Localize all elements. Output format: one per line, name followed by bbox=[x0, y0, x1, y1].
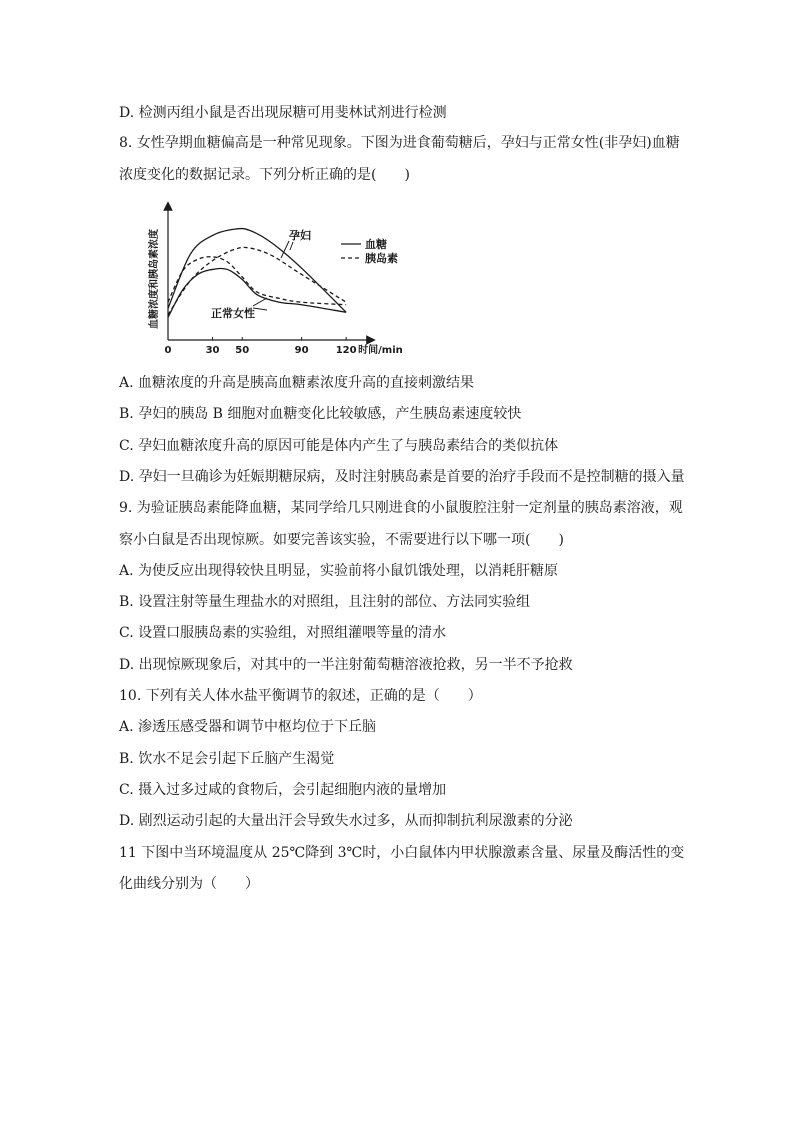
text-line: D. 剧烈运动引起的大量出汗会导致失水过多，从而抑制抗利尿激素的分泌 bbox=[119, 813, 573, 829]
series-line-pregnant-dashed bbox=[168, 247, 346, 314]
x-tick-label: 0 bbox=[164, 345, 172, 356]
text-line: A. 血糖浓度的升高是胰高血糖素浓度升高的直接刺激结果 bbox=[119, 375, 475, 391]
text-line: 察小白鼠是否出现惊厥。如要完善该实验，不需要进行以下哪一项( ) bbox=[119, 532, 564, 548]
text-line: 10. 下列有关人体水盐平衡调节的叙述，正确的是（ ） bbox=[119, 688, 482, 704]
text-line: D. 检测丙组小鼠是否出现尿糖可用斐林试剂进行检测 bbox=[119, 105, 447, 121]
text-line: D. 孕妇一旦确诊为妊娠期糖尿病，及时注射胰岛素是首要的治疗手段而不是控制糖的摄入量 bbox=[119, 469, 685, 485]
x-tick-label: 120 bbox=[335, 345, 357, 356]
text-line: A. 渗透压感受器和调节中枢均位于下丘脑 bbox=[119, 719, 377, 735]
annotation-pointer bbox=[290, 242, 293, 250]
text-line: 浓度变化的数据记录。下列分析正确的是( ) bbox=[119, 167, 410, 183]
text-line: 化曲线分别为（ ） bbox=[119, 876, 259, 892]
text-line: B. 孕妇的胰岛 B 细胞对血糖变化比较敏感，产生胰岛素速度较快 bbox=[119, 406, 522, 422]
text-line: 8. 女性孕期血糖偏高是一种常见现象。下图为进食葡萄糖后，孕妇与正常女性(非孕妇)血糖 bbox=[119, 135, 680, 151]
text-line: A. 为使反应出现得较快且明显，实验前将小鼠饥饿处理，以消耗肝糖原 bbox=[119, 563, 559, 579]
annotation-normal: 正常女性 bbox=[211, 307, 255, 320]
x-tick-label: 30 bbox=[205, 345, 220, 356]
annotation-pointer bbox=[253, 298, 267, 306]
text-line: C. 设置口服胰岛素的实验组，对照组灌喂等量的清水 bbox=[119, 625, 447, 641]
y-axis-label: 血糖浓度和胰岛素浓度 bbox=[149, 229, 160, 329]
series-line-pregnant-solid bbox=[168, 229, 346, 313]
x-tick-label: 50 bbox=[235, 345, 250, 356]
text-line: 11 下图中当环境温度从 25℃降到 3℃时，小白鼠体内甲状腺激素含量、尿量及酶活性的变 bbox=[119, 845, 685, 861]
text-line: C. 孕妇血糖浓度升高的原因可能是体内产生了与胰岛素结合的类似抗体 bbox=[119, 438, 559, 454]
glucose-insulin-chart bbox=[141, 198, 413, 358]
x-axis-label: 时间/min bbox=[358, 345, 403, 356]
legend-label-insulin: 胰岛素 bbox=[365, 252, 398, 265]
text-line: C. 摄入过多过咸的食物后，会引起细胞内液的量增加 bbox=[119, 782, 447, 798]
legend-label-glucose: 血糖 bbox=[365, 238, 387, 251]
text-line: D. 出现惊厥现象后，对其中的一半注射葡萄糖溶液抢救，另一半不予抢救 bbox=[119, 657, 573, 673]
x-tick-label: 90 bbox=[294, 345, 309, 356]
text-line: 9. 为验证胰岛素能降血糖，某同学给几只刚进食的小鼠腹腔注射一定剂量的胰岛素溶液，观 bbox=[119, 500, 683, 516]
annotation-pointer bbox=[253, 308, 267, 310]
annotation-pregnant: 孕妇 bbox=[289, 229, 311, 242]
series-line-normal-solid bbox=[168, 268, 346, 317]
series-line-normal-dashed bbox=[168, 257, 346, 305]
text-line: B. 设置注射等量生理盐水的对照组，且注射的部位、方法同实验组 bbox=[119, 594, 531, 610]
text-line: B. 饮水不足会引起下丘脑产生渴觉 bbox=[119, 751, 335, 767]
